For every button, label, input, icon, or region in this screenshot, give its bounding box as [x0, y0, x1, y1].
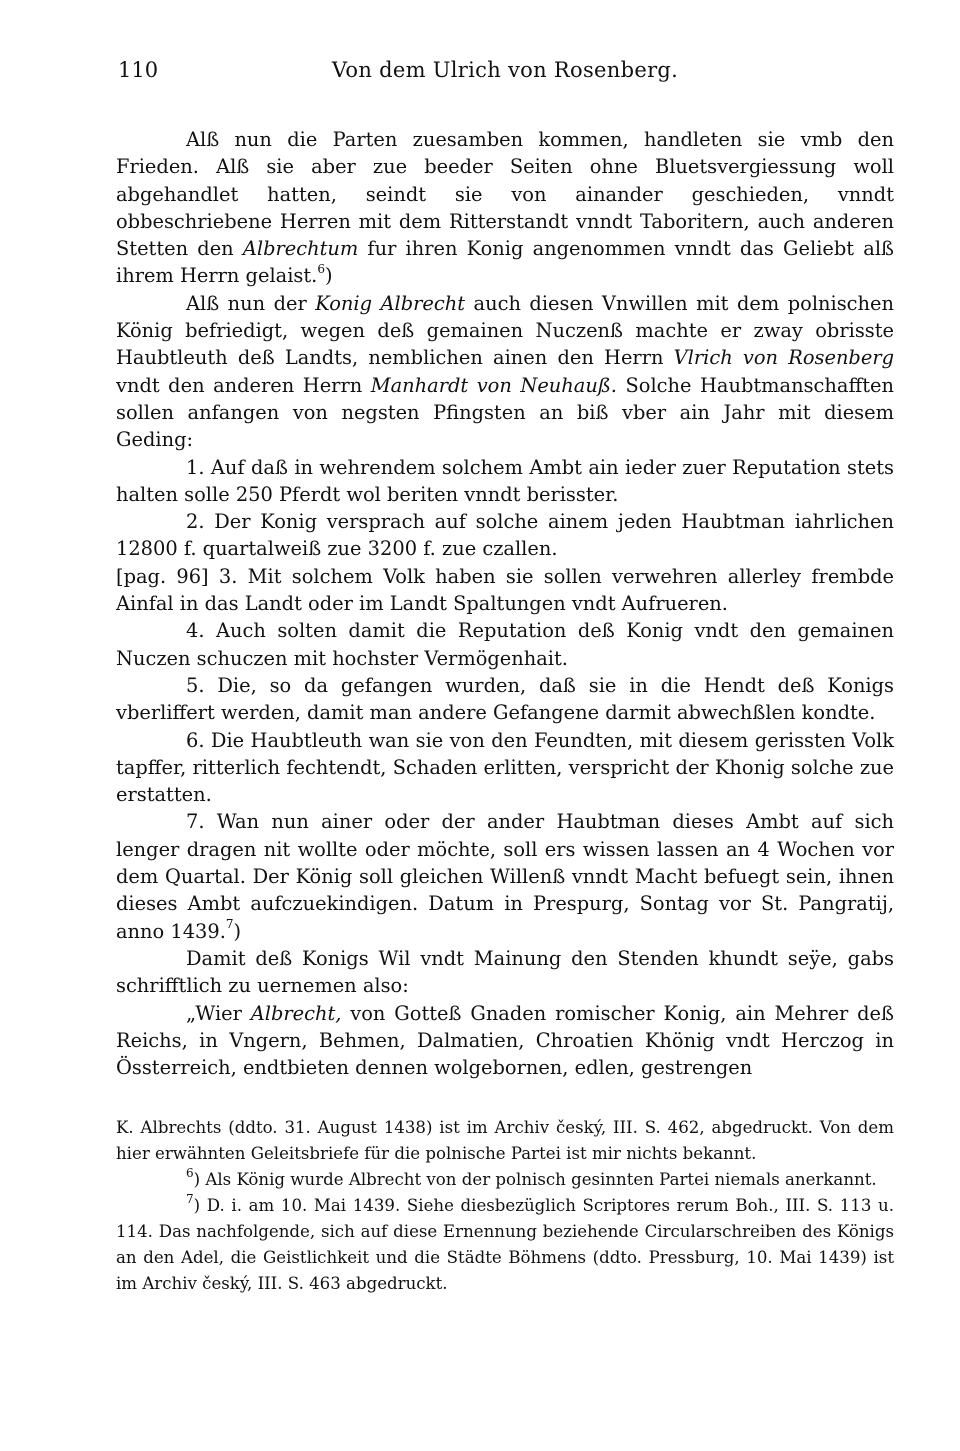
main-text [116, 126, 894, 1081]
list-item: 2. Der Konig versprach auf solche ainem jeden Haubtman iahrlichen 12800 f. quartalweiß zue 3200 f. zue czallen. [116, 510, 894, 561]
document-page [116, 56, 894, 1297]
footnote-mark: 6 [186, 1165, 194, 1180]
running-header [116, 56, 894, 90]
italic-name: Albrecht, [250, 1001, 342, 1025]
page-number: 110 [118, 58, 159, 82]
paragraph: „Wier Albrecht, von Gotteß Gnaden romischer Konig, ain Mehrer deß Reichs, in Vngern, Behmen, Dalmatien, Chroatien Khönig vndt Herczog in Össterreich, endtbieten dennen wolgebornen, edlen, gestrengen [116, 1001, 894, 1080]
italic-name: Manhardt von Neuhauß. [370, 373, 617, 397]
italic-name: Albrechtum [242, 237, 359, 261]
paragraph: Alß nun der Konig Albrecht auch diesen Vnwillen mit dem polnischen König befriedigt, wegen deß gemainen Nuczenß machte er zway obrisste Haubtleuth deß Landts, nemblichen ainen den Herrn Vlrich von Rosenberg vndt den anderen Herrn Manhardt von Neuhauß. Solche Haubtmanschafften sollen anfangen von negsten Pfingsten an biß vber ain Jahr mit diesem Geding: [116, 291, 894, 452]
list-item: 1. Auf daß in wehrendem solchem Ambt ain ieder zuer Reputation stets halten solle 250 Pferdt wol beriten vnndt berisster. [116, 455, 894, 506]
footnote-mark: 7 [186, 1191, 194, 1206]
list-item: 4. Auch solten damit die Reputation deß Konig vndt den gemainen Nuczen schuczen mit hochster Vermögenhait. [116, 619, 894, 670]
italic-name: Konig Albrecht [315, 291, 466, 315]
list-item: 6. Die Haubtleuth wan sie von den Feundten, mit diesem gerissten Volk tapffer, ritterlich fechtendt, Schaden erlitten, verspricht der Khonig solche zue erstatten. [116, 728, 894, 807]
running-title: Von dem Ulrich von Rosenberg. [331, 58, 679, 82]
list-item: 5. Die, so da gefangen wurden, daß sie in die Hendt deß Konigs vberliffert werden, damit man andere Gefangene darmit abwechßlen kondte. [116, 673, 894, 725]
page-marker: [pag. 96] [116, 564, 209, 588]
footnote-ref-7: 7 [225, 917, 234, 932]
footnote-6: $^6$) Als König wurde Albrecht von der polnisch gesinnten Partei niemals anerkannt. [186, 1165, 877, 1190]
paragraph: Alß nun die Parten zuesamben kommen, handleten sie vmb den Frieden. Alß sie aber zue beeder Seiten ohne Bluetsvergiessung woll abgehandlet hatten, seindt sie von ainander geschieden, vnndt obbeschriebene Herren mit dem Ritterstandt vnndt Taboritern, auch anderen Stetten den Albrechtum fur ihren Konig angenommen vnndt das Geliebt alß ihrem Herrn gelaist.$^6$) [116, 128, 894, 288]
list-item: 7. Wan nun ainer oder der ander Haubtman dieses Ambt auf sich lenger dragen nit wollte oder möchte, soll ers wissen lassen an 4 Wochen vor dem Quartal. Der König soll gleichen Willenß vnndt Macht befuegt sein, ihnen dieses Ambt aufczuekindigen. Datum in Prespurg, Sontag vor St. Pangratij, anno 1439.$^7$) [116, 810, 894, 943]
footnote-7: $^7$) D. i. am 10. Mai 1439. Siehe diesbezüglich Scriptores rerum Boh., III. S. 113 u. 114. Das nachfolgende, sich auf diese Ernennung beziehende Circularschreiben des Königs an den Adel, die Geistlichkeit und die Städte Böhmens (ddto. Pressburg, 10. Mai 1439) ist im Archiv český, III. S. 463 abgedruckt. [116, 1191, 894, 1294]
paragraph: Damit deß Konigs Wil vndt Mainung den Stenden khundt seÿe, gabs schrifftlich zu uernemen also: [116, 946, 894, 998]
list-item: [pag. 96] 3. Mit solchem Volk haben sie sollen verwehren allerley frembde Ainfal in das Landt oder im Landt Spaltungen vndt Aufrueren. [116, 564, 894, 616]
italic-name: Vlrich von Rosenberg [673, 346, 894, 370]
footnote-ref-6: 6 [317, 262, 325, 277]
footnotes [116, 1115, 894, 1297]
footnote-continued: K. Albrechts (ddto. 31. August 1438) ist im Archiv český, III. S. 462, abgedruckt. Von dem hier erwähnten Geleitsbriefe für die polnische Partei ist mir nichts bekannt. [116, 1118, 894, 1164]
